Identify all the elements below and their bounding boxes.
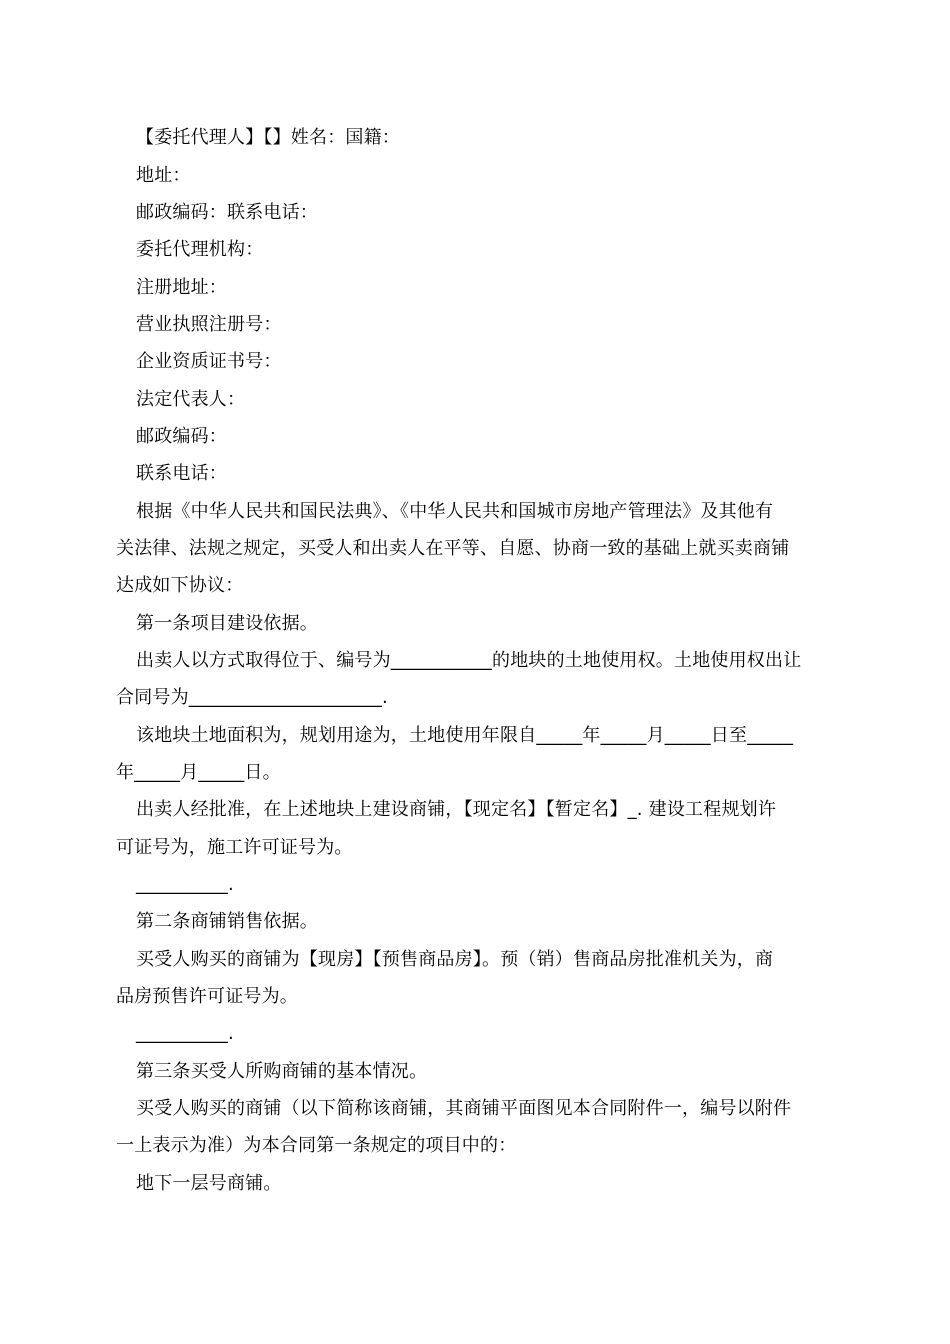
registered-address-line: 注册地址： (136, 277, 227, 298)
postcode-phone-line: 邮政编码：联系电话： (136, 202, 318, 223)
business-license-line: 营业执照注册号： (136, 314, 282, 335)
legal-representative-line: 法定代表人： (136, 389, 246, 410)
phone-line: 联系电话： (136, 463, 227, 484)
article-3-para-line-1: 买受人购买的商铺（以下简称该商铺，其商铺平面图见本合同附件一，编号以附件 (136, 1098, 792, 1119)
article-3-para-line-2: 一上表示为准）为本合同第一条规定的项目中的： (116, 1135, 517, 1156)
address-line: 地址： (136, 165, 191, 186)
article-1-para-2-line-1: 该地块土地面积为，规划用途为，土地使用年限自_____年_____月_____日至_____ (136, 725, 794, 746)
article-2-heading: 第二条商铺销售依据。 (136, 911, 318, 932)
article-1-para-3-line-2: 可证号为，施工许可证号为。 (116, 837, 353, 858)
article-2-para-line-2: 品房预售许可证号为。 (116, 986, 298, 1007)
article-1-blank: __________. (136, 874, 234, 895)
agent-line: 【委托代理人】【】姓名：国籍： (136, 127, 400, 148)
article-1-para-3-line-1: 出卖人经批准，在上述地块上建设商铺，【现定名】【暂定名】_. 建设工程规划许 (136, 799, 777, 820)
article-1-para-2-line-2: 年_____月_____日。 (116, 762, 281, 783)
article-1-para-1-line-1: 出卖人以方式取得位于、编号为___________的地块的土地使用权。土地使用权出让 (136, 650, 802, 671)
preamble-line-3: 达成如下协议： (116, 575, 244, 596)
article-3-heading: 第三条买受人所购商铺的基本情况。 (136, 1061, 428, 1082)
qualification-certificate-line: 企业资质证书号： (136, 351, 282, 372)
preamble-line-2: 关法律、法规之规定，买受人和出卖人在平等、自愿、协商一致的基础上就买卖商铺 (116, 538, 790, 559)
postcode-line: 邮政编码： (136, 426, 227, 447)
article-2-para-line-1: 买受人购买的商铺为【现房】【预售商品房】。预（销）售商品房批准机关为，商 (136, 949, 774, 970)
preamble-line-1: 根据《中华人民共和国民法典》、《中华人民共和国城市房地产管理法》及其他有 (136, 501, 774, 522)
agency-line: 委托代理机构： (136, 239, 264, 260)
article-1-para-1-line-2: 合同号为_____________________. (116, 687, 388, 708)
article-3-para-line-3: 地下一层号商铺。 (136, 1173, 282, 1194)
article-1-heading: 第一条项目建设依据。 (136, 613, 318, 634)
article-2-blank: __________. (136, 1023, 234, 1044)
